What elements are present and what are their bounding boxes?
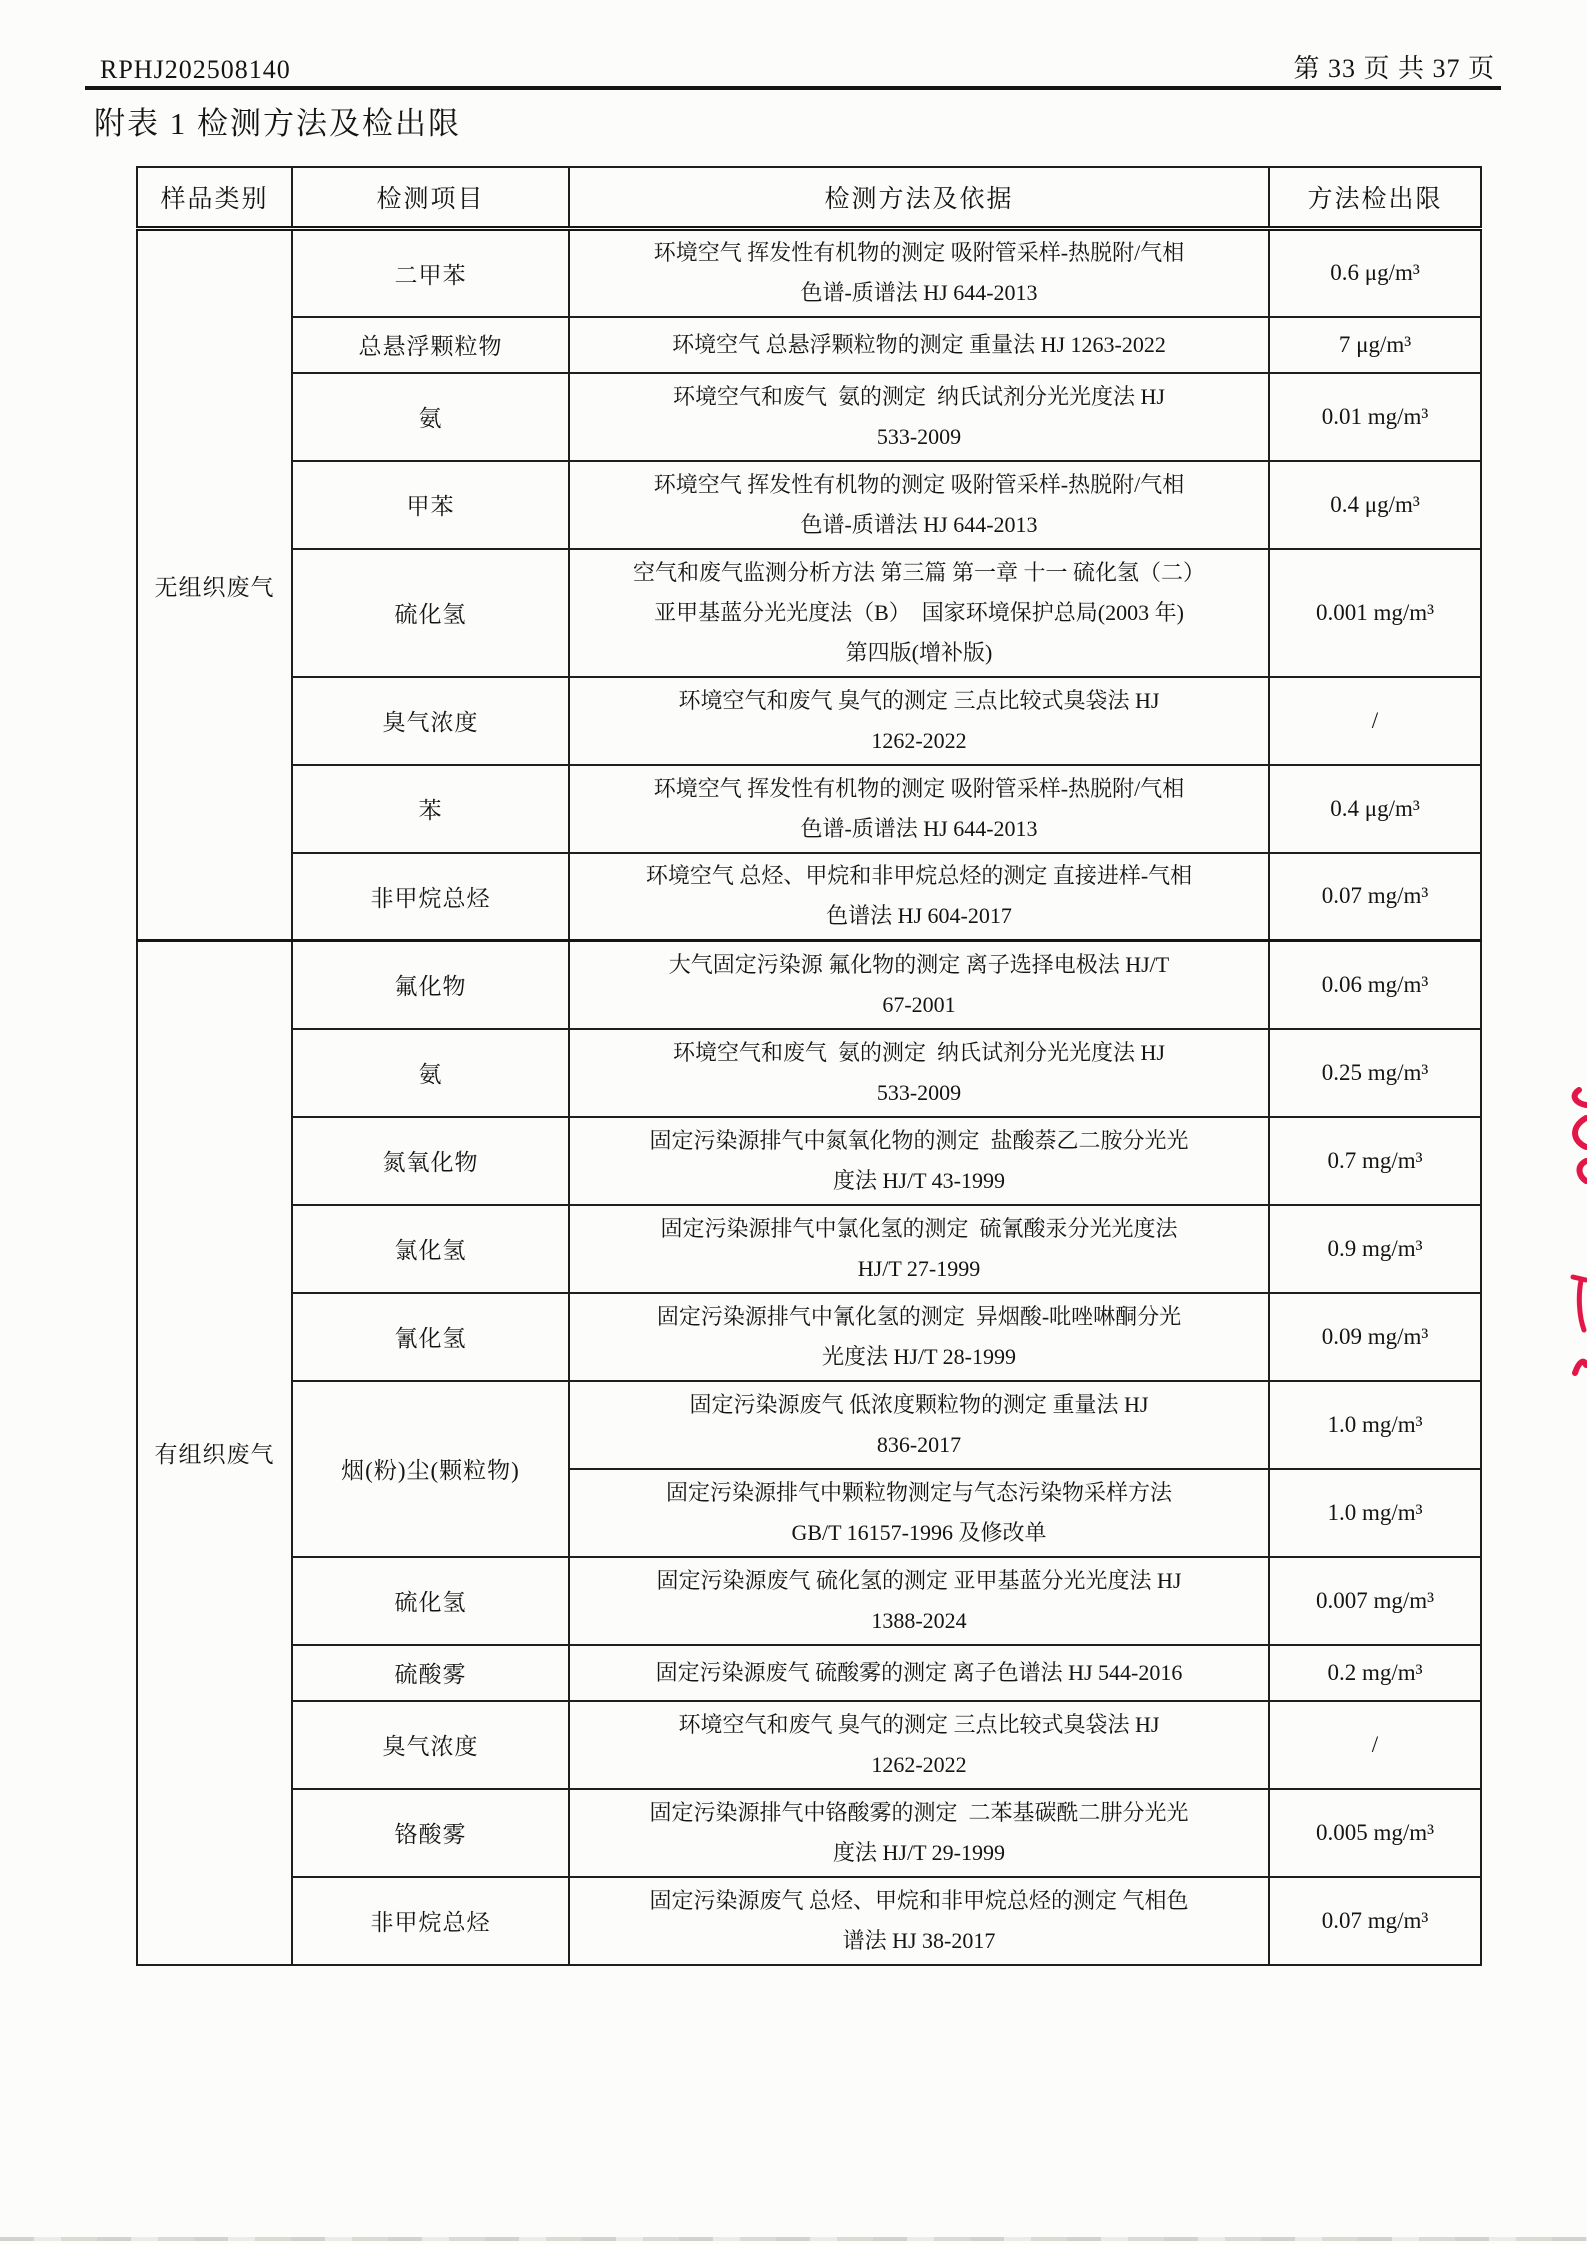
item-cell: 甲苯 xyxy=(292,461,569,549)
table-row xyxy=(137,853,1481,941)
method-line: 亚甲基蓝分光光度法（B） 国家环境保护总局(2003 年) xyxy=(654,599,1184,625)
method-line: 谱法 HJ 38-2017 xyxy=(842,1927,996,1953)
method-line: 固定污染源排气中氮氧化物的测定 盐酸萘乙二胺分光光 xyxy=(649,1127,1189,1153)
item-cell: 氟化物 xyxy=(292,941,569,1029)
limit-cell: 0.4 μg/m³ xyxy=(1269,765,1481,853)
table-row xyxy=(137,765,1481,853)
table-row xyxy=(137,1557,1481,1645)
detection-methods-table xyxy=(136,166,1482,1966)
method-cell xyxy=(569,853,1269,941)
limit-cell: 0.25 mg/m³ xyxy=(1269,1029,1481,1117)
method-cell xyxy=(569,1789,1269,1877)
method-line: 1262-2022 xyxy=(871,1751,967,1777)
method-line: 固定污染源排气中颗粒物测定与气态污染物采样方法 xyxy=(665,1479,1172,1505)
method-line: 环境空气 总悬浮颗粒物的测定 重量法 HJ 1263-2022 xyxy=(672,331,1166,357)
item-cell: 铬酸雾 xyxy=(292,1789,569,1877)
method-line: 色谱-质谱法 HJ 644-2013 xyxy=(800,511,1038,537)
limit-cell: 0.06 mg/m³ xyxy=(1269,941,1481,1029)
method-line: 光度法 HJ/T 28-1999 xyxy=(822,1343,1016,1369)
method-line: 环境空气和废气 氨的测定 纳氏试剂分光光度法 HJ xyxy=(673,1039,1165,1065)
table-row xyxy=(137,317,1481,373)
table-row xyxy=(137,1701,1481,1789)
method-line: 色谱法 HJ 604-2017 xyxy=(826,903,1012,929)
table-title: 附表 1 检测方法及检出限 xyxy=(94,106,461,141)
method-line: 度法 HJ/T 29-1999 xyxy=(833,1839,1005,1865)
limit-cell: 0.005 mg/m³ xyxy=(1269,1789,1481,1877)
method-cell xyxy=(569,1469,1269,1557)
method-cell xyxy=(569,941,1269,1029)
item-cell: 臭气浓度 xyxy=(292,1701,569,1789)
item-cell: 氨 xyxy=(292,373,569,461)
item-cell: 臭气浓度 xyxy=(292,677,569,765)
method-line: 固定污染源排气中铬酸雾的测定 二苯基碳酰二肼分光光 xyxy=(649,1799,1189,1825)
limit-cell: 0.001 mg/m³ xyxy=(1269,549,1481,677)
method-line: 色谱-质谱法 HJ 644-2013 xyxy=(800,815,1038,841)
table-row xyxy=(137,1645,1481,1701)
item-cell: 烟(粉)尘(颗粒物) xyxy=(292,1381,569,1557)
table-row xyxy=(137,549,1481,677)
method-cell xyxy=(569,765,1269,853)
method-line: 固定污染源废气 低浓度颗粒物的测定 重量法 HJ xyxy=(689,1391,1149,1417)
method-line: 大气固定污染源 氟化物的测定 离子选择电极法 HJ/T xyxy=(668,951,1170,977)
table-body xyxy=(137,229,1481,1965)
method-line: 固定污染源排气中氯化氢的测定 硫氰酸汞分光光度法 xyxy=(660,1215,1178,1241)
method-cell xyxy=(569,373,1269,461)
method-line: 固定污染源废气 总烃、甲烷和非甲烷总烃的测定 气相色 xyxy=(649,1887,1189,1913)
method-cell xyxy=(569,461,1269,549)
method-line: 环境空气 挥发性有机物的测定 吸附管采样-热脱附/气相 xyxy=(653,240,1185,266)
column-header: 方法检出限 xyxy=(1269,167,1481,229)
method-line: 环境空气 总烃、甲烷和非甲烷总烃的测定 直接进样-气相 xyxy=(645,863,1193,889)
table-row xyxy=(137,677,1481,765)
method-line: 环境空气和废气 臭气的测定 三点比较式臭袋法 HJ xyxy=(678,687,1160,713)
method-cell xyxy=(569,1701,1269,1789)
method-cell xyxy=(569,1381,1269,1469)
method-cell xyxy=(569,1205,1269,1293)
method-line: 环境空气和废气 臭气的测定 三点比较式臭袋法 HJ xyxy=(678,1711,1160,1737)
item-cell: 非甲烷总烃 xyxy=(292,1877,569,1965)
method-line: 第四版(增补版) xyxy=(845,639,993,665)
item-cell: 硫酸雾 xyxy=(292,1645,569,1701)
method-line: HJ/T 27-1999 xyxy=(857,1255,981,1281)
item-cell: 氰化氢 xyxy=(292,1293,569,1381)
limit-cell: 1.0 mg/m³ xyxy=(1269,1469,1481,1557)
table-row xyxy=(137,941,1481,1029)
column-header: 检测方法及依据 xyxy=(569,167,1269,229)
limit-cell: 0.4 μg/m³ xyxy=(1269,461,1481,549)
method-line: 67-2001 xyxy=(882,991,956,1017)
table-row xyxy=(137,1789,1481,1877)
category-cell: 无组织废气 xyxy=(137,229,292,941)
method-cell xyxy=(569,317,1269,373)
table-row xyxy=(137,1293,1481,1381)
method-cell xyxy=(569,1557,1269,1645)
limit-cell: 0.6 μg/m³ xyxy=(1269,229,1481,317)
limit-cell: 0.07 mg/m³ xyxy=(1269,853,1481,941)
limit-cell: / xyxy=(1269,677,1481,765)
method-line: 836-2017 xyxy=(876,1431,962,1457)
method-line: 度法 HJ/T 43-1999 xyxy=(833,1167,1005,1193)
method-line: 环境空气和废气 氨的测定 纳氏试剂分光光度法 HJ xyxy=(673,383,1165,409)
item-cell: 氯化氢 xyxy=(292,1205,569,1293)
column-header: 样品类别 xyxy=(137,167,292,229)
item-cell: 氨 xyxy=(292,1029,569,1117)
table-row xyxy=(137,373,1481,461)
method-cell xyxy=(569,1877,1269,1965)
table-row xyxy=(137,1029,1481,1117)
table-row xyxy=(137,1381,1481,1469)
table-header-row xyxy=(137,167,1481,229)
method-cell xyxy=(569,1293,1269,1381)
method-cell xyxy=(569,1645,1269,1701)
page-number: 第 33 页 共 37 页 xyxy=(1293,54,1495,83)
table-row xyxy=(137,229,1481,317)
method-line: 1262-2022 xyxy=(871,727,967,753)
limit-cell: 0.007 mg/m³ xyxy=(1269,1557,1481,1645)
page-header xyxy=(100,48,1495,85)
method-line: 固定污染源废气 硫化氢的测定 亚甲基蓝分光光度法 HJ xyxy=(656,1567,1182,1593)
table-row xyxy=(137,1877,1481,1965)
method-line: 环境空气 挥发性有机物的测定 吸附管采样-热脱附/气相 xyxy=(653,471,1185,497)
method-line: 533-2009 xyxy=(876,1079,962,1105)
method-line: 环境空气 挥发性有机物的测定 吸附管采样-热脱附/气相 xyxy=(653,775,1185,801)
column-header: 检测项目 xyxy=(292,167,569,229)
item-cell: 总悬浮颗粒物 xyxy=(292,317,569,373)
item-cell: 苯 xyxy=(292,765,569,853)
method-line: 空气和废气监测分析方法 第三篇 第一章 十一 硫化氢（二） xyxy=(632,559,1205,585)
method-cell xyxy=(569,229,1269,317)
limit-cell: 0.2 mg/m³ xyxy=(1269,1645,1481,1701)
report-number: RPHJ202508140 xyxy=(100,55,291,84)
method-line: 533-2009 xyxy=(876,423,962,449)
method-line: GB/T 16157-1996 及修改单 xyxy=(791,1519,1047,1545)
limit-cell: 0.09 mg/m³ xyxy=(1269,1293,1481,1381)
method-line: 固定污染源废气 硫酸雾的测定 离子色谱法 HJ 544-2016 xyxy=(655,1659,1183,1685)
limit-cell: 0.9 mg/m³ xyxy=(1269,1205,1481,1293)
scan-edge-artifact xyxy=(0,2237,1587,2241)
limit-cell: 0.7 mg/m³ xyxy=(1269,1117,1481,1205)
header-rule xyxy=(85,86,1501,90)
limit-cell: 0.01 mg/m³ xyxy=(1269,373,1481,461)
limit-cell: 1.0 mg/m³ xyxy=(1269,1381,1481,1469)
limit-cell: 7 μg/m³ xyxy=(1269,317,1481,373)
table-row xyxy=(137,461,1481,549)
method-line: 色谱-质谱法 HJ 644-2013 xyxy=(800,280,1038,306)
item-cell: 硫化氢 xyxy=(292,549,569,677)
table-row xyxy=(137,1117,1481,1205)
limit-cell: 0.07 mg/m³ xyxy=(1269,1877,1481,1965)
category-cell: 有组织废气 xyxy=(137,941,292,1965)
method-cell xyxy=(569,1029,1269,1117)
table-row xyxy=(137,1205,1481,1293)
red-stamp-fragment xyxy=(1557,1080,1587,1400)
method-cell xyxy=(569,549,1269,677)
method-cell xyxy=(569,1117,1269,1205)
item-cell: 二甲苯 xyxy=(292,229,569,317)
limit-cell: / xyxy=(1269,1701,1481,1789)
item-cell: 氮氧化物 xyxy=(292,1117,569,1205)
method-line: 固定污染源排气中氰化氢的测定 异烟酸-吡唑啉酮分光 xyxy=(656,1303,1182,1329)
item-cell: 硫化氢 xyxy=(292,1557,569,1645)
method-cell xyxy=(569,677,1269,765)
method-line: 1388-2024 xyxy=(871,1607,967,1633)
item-cell: 非甲烷总烃 xyxy=(292,853,569,941)
